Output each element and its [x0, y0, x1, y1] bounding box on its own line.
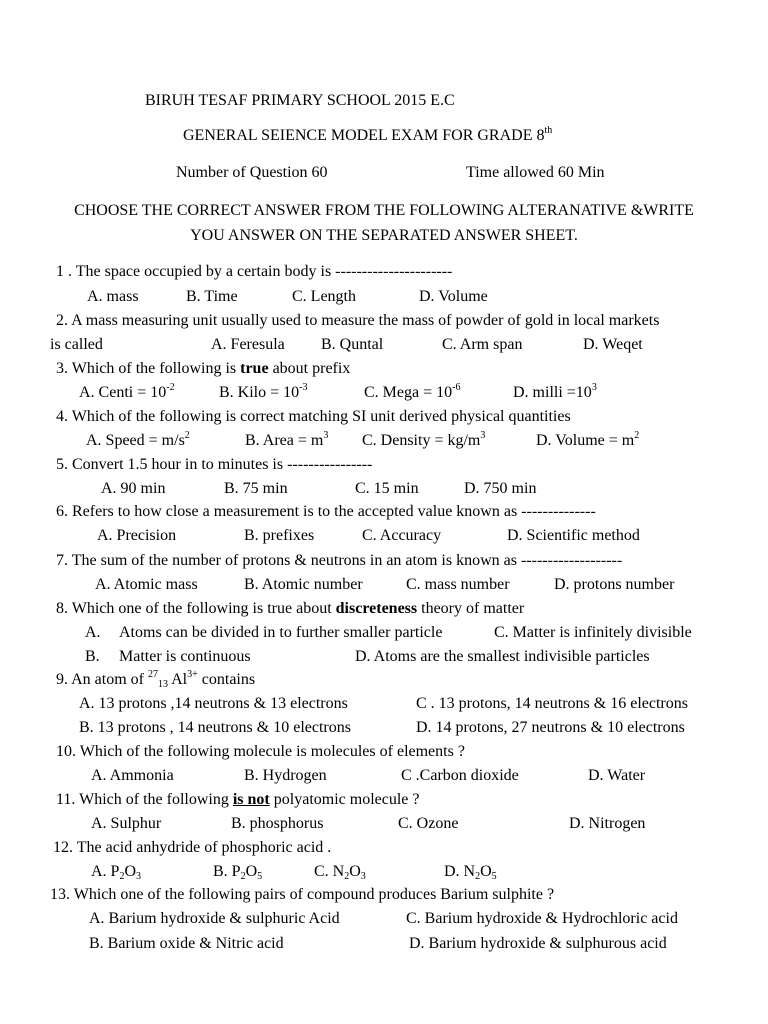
- question-10-stem: 10. Which of the following molecule is molecules of elements ?: [56, 743, 465, 760]
- q2-option-c[interactable]: C. Arm span: [442, 336, 523, 353]
- q5-option-d[interactable]: D. 750 min: [464, 480, 537, 497]
- question-13-stem: 13. Which one of the following pairs of compound produces Barium sulphite ?: [50, 886, 555, 903]
- q3-option-d[interactable]: D. milli $=10^3$: [513, 382, 597, 401]
- question-8-stem: 8. Which one of the following is true about discreteness theory of matter: [56, 600, 525, 617]
- q9-option-d[interactable]: D. 14 protons, 27 neutrons & 10 electrons: [416, 719, 685, 736]
- q10-option-c[interactable]: C .Carbon dioxide: [401, 767, 519, 784]
- q2-option-b[interactable]: B. Quntal: [321, 336, 384, 353]
- q10-option-a[interactable]: A. Ammonia: [91, 767, 174, 784]
- q7-option-a[interactable]: A. Atomic mass: [95, 576, 198, 593]
- q8-option-d[interactable]: D. Atoms are the smallest indivisible particles: [355, 648, 650, 665]
- q11-option-d[interactable]: D. Nitrogen: [569, 815, 646, 832]
- q12-option-c[interactable]: C. $N_2O_3$: [314, 863, 366, 882]
- question-2-stem-cont: is called: [50, 336, 103, 353]
- q8-option-c[interactable]: C. Matter is infinitely divisible: [494, 624, 692, 641]
- q10-option-d[interactable]: D. Water: [588, 767, 646, 784]
- question-12-stem: 12. The acid anhydride of phosphoric acid .: [53, 839, 332, 856]
- q8-option-a-letter: A.: [85, 624, 101, 641]
- q11-option-a[interactable]: A. Sulphur: [91, 815, 162, 832]
- instruction-line-1: CHOOSE THE CORRECT ANSWER FROM THE FOLLOWING ALTERANATIVE &WRITE: [74, 202, 694, 219]
- q4-option-c[interactable]: C. Density = $kg/m^3$: [362, 430, 486, 449]
- q8-option-b[interactable]: Matter is continuous: [119, 648, 251, 665]
- question-3-stem: 3. Which of the following is true about prefix: [56, 360, 351, 377]
- question-1-stem: 1 . The space occupied by a certain body is ----------------------: [56, 263, 453, 280]
- q12-option-d[interactable]: D. $N_2O_5$: [444, 863, 497, 882]
- q3-option-a[interactable]: A. Centi = $10^{-2}$: [79, 382, 175, 401]
- q2-option-d[interactable]: D. Weqet: [583, 336, 643, 353]
- q3-option-c[interactable]: C. Mega = $10^{-6}$: [364, 382, 461, 401]
- q5-option-c[interactable]: C. 15 min: [355, 480, 419, 497]
- q1-option-d[interactable]: D. Volume: [419, 288, 488, 305]
- q8-option-b-letter: B.: [85, 648, 100, 665]
- q13-option-d[interactable]: D. Barium hydroxide & sulphurous acid: [409, 935, 667, 952]
- q7-option-b[interactable]: B. Atomic number: [244, 576, 363, 593]
- q6-option-a[interactable]: A. Precision: [97, 527, 177, 544]
- q5-option-b[interactable]: B. 75 min: [224, 480, 288, 497]
- q6-option-d[interactable]: D. Scientific method: [507, 527, 640, 544]
- question-7-stem: 7. The sum of the number of protons & neutrons in an atom is known as -------------------: [56, 552, 623, 569]
- q9-option-a[interactable]: A. 13 protons ,14 neutrons & 13 electrons: [79, 695, 348, 712]
- q10-option-b[interactable]: B. Hydrogen: [244, 767, 327, 784]
- q11-option-b[interactable]: B. phosphorus: [231, 815, 324, 832]
- exam-title: GENERAL SEIENCE MODEL EXAM FOR GRADE 8th: [183, 125, 553, 144]
- question-2-stem: 2. A mass measuring unit usually used to measure the mass of powder of gold in local markets: [56, 312, 660, 329]
- q7-option-d[interactable]: D. protons number: [554, 576, 675, 593]
- q1-option-c[interactable]: C. Length: [292, 288, 356, 305]
- q8-option-a[interactable]: Atoms can be divided in to further smaller particle: [119, 624, 443, 641]
- q7-option-c[interactable]: C. mass number: [406, 576, 510, 593]
- q5-option-a[interactable]: A. 90 min: [101, 480, 166, 497]
- q3-option-b[interactable]: B. Kilo = $10^{-3}$: [219, 382, 308, 401]
- q9-option-c[interactable]: C . 13 protons, 14 neutrons & 16 electrons: [416, 695, 688, 712]
- q4-option-d[interactable]: D. Volume = $m^2$: [536, 430, 640, 449]
- q6-option-c[interactable]: C. Accuracy: [362, 527, 442, 544]
- q12-option-a[interactable]: A. $P_2O_3$: [91, 863, 142, 882]
- q13-option-c[interactable]: C. Barium hydroxide & Hydrochloric acid: [406, 910, 678, 927]
- q1-option-b[interactable]: B. Time: [186, 288, 238, 305]
- question-9-stem: 9. An atom of $^{27}_{13}$ $Al^{3+}$ contains: [56, 669, 256, 690]
- q4-option-b[interactable]: B. Area = $m^3$: [245, 430, 329, 449]
- time-allowed: Time allowed 60 Min: [466, 164, 605, 181]
- number-of-questions: Number of Question 60: [176, 164, 328, 181]
- q9-option-b[interactable]: B. 13 protons , 14 neutrons & 10 electrons: [79, 719, 351, 736]
- q1-option-a[interactable]: A. mass: [87, 288, 139, 305]
- school-name: BIRUH TESAF PRIMARY SCHOOL 2015 E.C: [145, 92, 455, 109]
- q12-option-b[interactable]: B. $P_2O_5$: [213, 863, 263, 882]
- question-5-stem: 5. Convert 1.5 hour in to minutes is ----------------: [56, 456, 373, 473]
- q6-option-b[interactable]: B. prefixes: [244, 527, 315, 544]
- q11-option-c[interactable]: C. Ozone: [398, 815, 459, 832]
- question-11-stem: 11. Which of the following is not polyatomic molecule ?: [56, 791, 420, 808]
- instruction-line-2: YOU ANSWER ON THE SEPARATED ANSWER SHEET.: [190, 227, 578, 244]
- q13-option-a[interactable]: A. Barium hydroxide & sulphuric Acid: [89, 910, 340, 927]
- q4-option-a[interactable]: A. Speed = $m/s^2$: [86, 430, 190, 449]
- q2-option-a[interactable]: A. Feresula: [211, 336, 285, 353]
- q13-option-b[interactable]: B. Barium oxide & Nitric acid: [89, 935, 284, 952]
- question-4-stem: 4. Which of the following is correct matching SI unit derived physical quantities: [56, 408, 571, 425]
- question-6-stem: 6. Refers to how close a measurement is to the accepted value known as --------------: [56, 503, 596, 520]
